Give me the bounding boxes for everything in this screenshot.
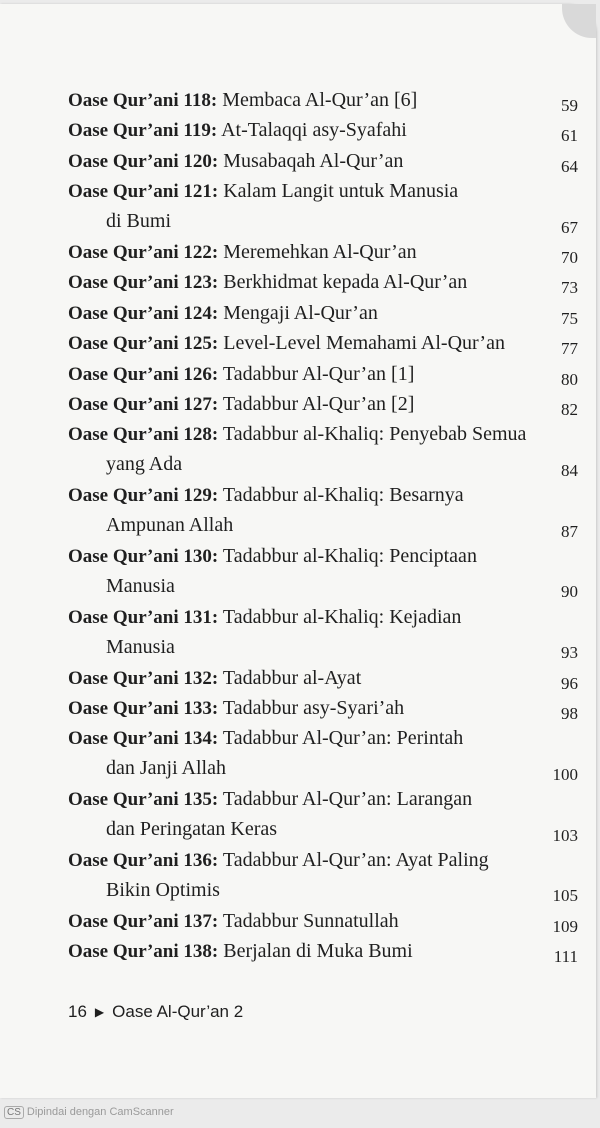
entry-title: Kalam Langit untuk Manusia (223, 180, 459, 203)
entry-page-number: 87 (561, 521, 578, 541)
entry-page-number: 59 (561, 96, 578, 115)
footer-page-number: 16 (68, 1002, 87, 1021)
toc-entry (68, 179, 578, 237)
entry-page-number: 93 (561, 643, 578, 663)
entry-title: Tadabbur asy-Syari’ah (222, 697, 405, 719)
entry-title: At-Talaqqi asy-Syafahi (221, 119, 407, 142)
scanner-watermark (4, 1106, 174, 1119)
entry-title-continuation: dan Janji Allah (106, 757, 226, 780)
page-footer (68, 1002, 243, 1022)
entry-title: Tadabbur Sunnatullah (222, 909, 399, 932)
entry-title-continuation: Bikin Optimis (106, 879, 220, 901)
entry-label: Oase Qur’ani 133: (68, 698, 219, 719)
footer-book-title: Oase Al-Qur’an 2 (112, 1002, 244, 1021)
camscanner-logo: CS (4, 1106, 24, 1119)
entry-title: Tadabbur Al-Qur’an: Ayat Paling (222, 849, 489, 871)
entry-title: Tadabbur al-Khaliq: Kejadian (222, 605, 462, 628)
entry-label: Oase Qur’ani 130: (68, 546, 219, 567)
entry-label: Oase Qur’ani 121: (68, 181, 219, 203)
entry-page-number: 109 (552, 916, 578, 936)
toc-entry (68, 483, 578, 541)
entry-page-number: 77 (561, 339, 578, 359)
entry-page-number: 90 (561, 582, 578, 602)
entry-label: Oase Qur’ani 125: (68, 333, 219, 355)
entry-title: Berjalan di Muka Bumi (223, 940, 413, 963)
entry-title: Berkhidmat kepada Al-Qur’an (223, 271, 468, 294)
toc-entry (68, 787, 578, 845)
toc-entry (68, 301, 578, 326)
entry-label: Oase Qur’ani 134: (68, 728, 219, 750)
toc-entry (68, 392, 578, 417)
toc-entry (68, 88, 578, 113)
toc-entry (68, 544, 578, 602)
entry-label: Oase Qur’ani 122: (68, 242, 219, 263)
entry-page-number: 105 (552, 886, 578, 906)
entry-page-number: 64 (561, 156, 578, 176)
entry-page-number: 111 (553, 947, 578, 967)
entry-label: Oase Qur’ani 138: (68, 941, 219, 963)
entry-label: Oase Qur’ani 136: (68, 850, 219, 871)
scanner-text: Dipindai dengan CamScanner (26, 1106, 174, 1118)
entry-page-number: 100 (552, 764, 578, 784)
entry-page-number: 96 (561, 673, 578, 693)
entry-label: Oase Qur’ani 137: (68, 910, 219, 932)
toc-entry (68, 362, 578, 387)
entry-page-number: 67 (561, 217, 578, 237)
entry-page-number: 84 (561, 460, 578, 480)
entry-page-number: 73 (561, 278, 578, 298)
entry-page-number: 82 (561, 400, 578, 419)
toc-entry (68, 118, 578, 146)
entry-title-continuation: Manusia (106, 575, 175, 597)
toc-entry (68, 726, 578, 784)
entry-label: Oase Qur’ani 123: (68, 272, 219, 294)
entry-title: Membaca Al-Qur’an [6] (222, 89, 418, 111)
entry-label: Oase Qur’ani 120: (68, 150, 219, 172)
entry-page-number: 70 (561, 248, 578, 267)
entry-label: Oase Qur’ani 126: (68, 363, 219, 385)
entry-label: Oase Qur’ani 119: (68, 120, 218, 142)
entry-title: Tadabbur Al-Qur’an: Larangan (222, 788, 473, 811)
toc-entry (68, 696, 578, 721)
toc-entry (68, 666, 578, 691)
toc-entry (68, 149, 578, 174)
entry-label: Oase Qur’ani 135: (68, 789, 219, 811)
entry-page-number: 103 (552, 825, 578, 845)
entry-title: Level-Level Memahami Al-Qur’an (223, 332, 505, 355)
entry-title: Tadabbur Al-Qur’an [2] (222, 393, 415, 415)
entry-label: Oase Qur’ani 124: (68, 302, 219, 324)
entry-page-number: 98 (561, 704, 578, 723)
entry-title: Tadabbur al-Khaliq: Penyebab Semua (222, 423, 527, 446)
entry-page-number: 61 (561, 126, 578, 146)
toc-entry (68, 331, 578, 359)
entry-label: Oase Qur’ani 129: (68, 485, 219, 507)
entry-label: Oase Qur’ani 118: (68, 90, 218, 111)
entry-page-number: 80 (561, 369, 578, 389)
toc-entry (68, 270, 578, 298)
entry-title: Tadabbur Al-Qur’an [1] (222, 362, 415, 385)
toc-entry (68, 605, 578, 663)
toc-entry (68, 848, 578, 906)
entry-title: Mengaji Al-Qur’an (223, 301, 378, 324)
entry-title: Tadabbur al-Ayat (222, 666, 362, 689)
toc-entry (68, 909, 578, 934)
entry-title: Tadabbur al-Khaliq: Penciptaan (222, 545, 477, 567)
entry-label: Oase Qur’ani 132: (68, 667, 219, 689)
entry-title: Tadabbur al-Khaliq: Besarnya (222, 484, 464, 507)
entry-title: Meremehkan Al-Qur’an (223, 241, 417, 263)
entry-label: Oase Qur’ani 131: (68, 606, 219, 628)
entry-title-continuation: di Bumi (106, 210, 172, 233)
entry-label: Oase Qur’ani 127: (68, 394, 219, 415)
toc-entry (68, 422, 578, 480)
toc-entry (68, 240, 578, 265)
entry-page-number: 75 (561, 308, 578, 328)
entry-title-continuation: Manusia (106, 635, 175, 658)
toc-entry (68, 939, 578, 967)
entry-title-continuation: dan Peringatan Keras (106, 818, 278, 841)
entry-title-continuation: yang Ada (106, 453, 183, 476)
entry-title-continuation: Ampunan Allah (106, 514, 234, 537)
entry-title: Tadabbur Al-Qur’an: Perintah (222, 727, 464, 750)
triangle-right-icon: ▶ (94, 1005, 105, 1019)
entry-label: Oase Qur’ani 128: (68, 424, 219, 446)
entry-title: Musabaqah Al-Qur’an (223, 149, 404, 172)
